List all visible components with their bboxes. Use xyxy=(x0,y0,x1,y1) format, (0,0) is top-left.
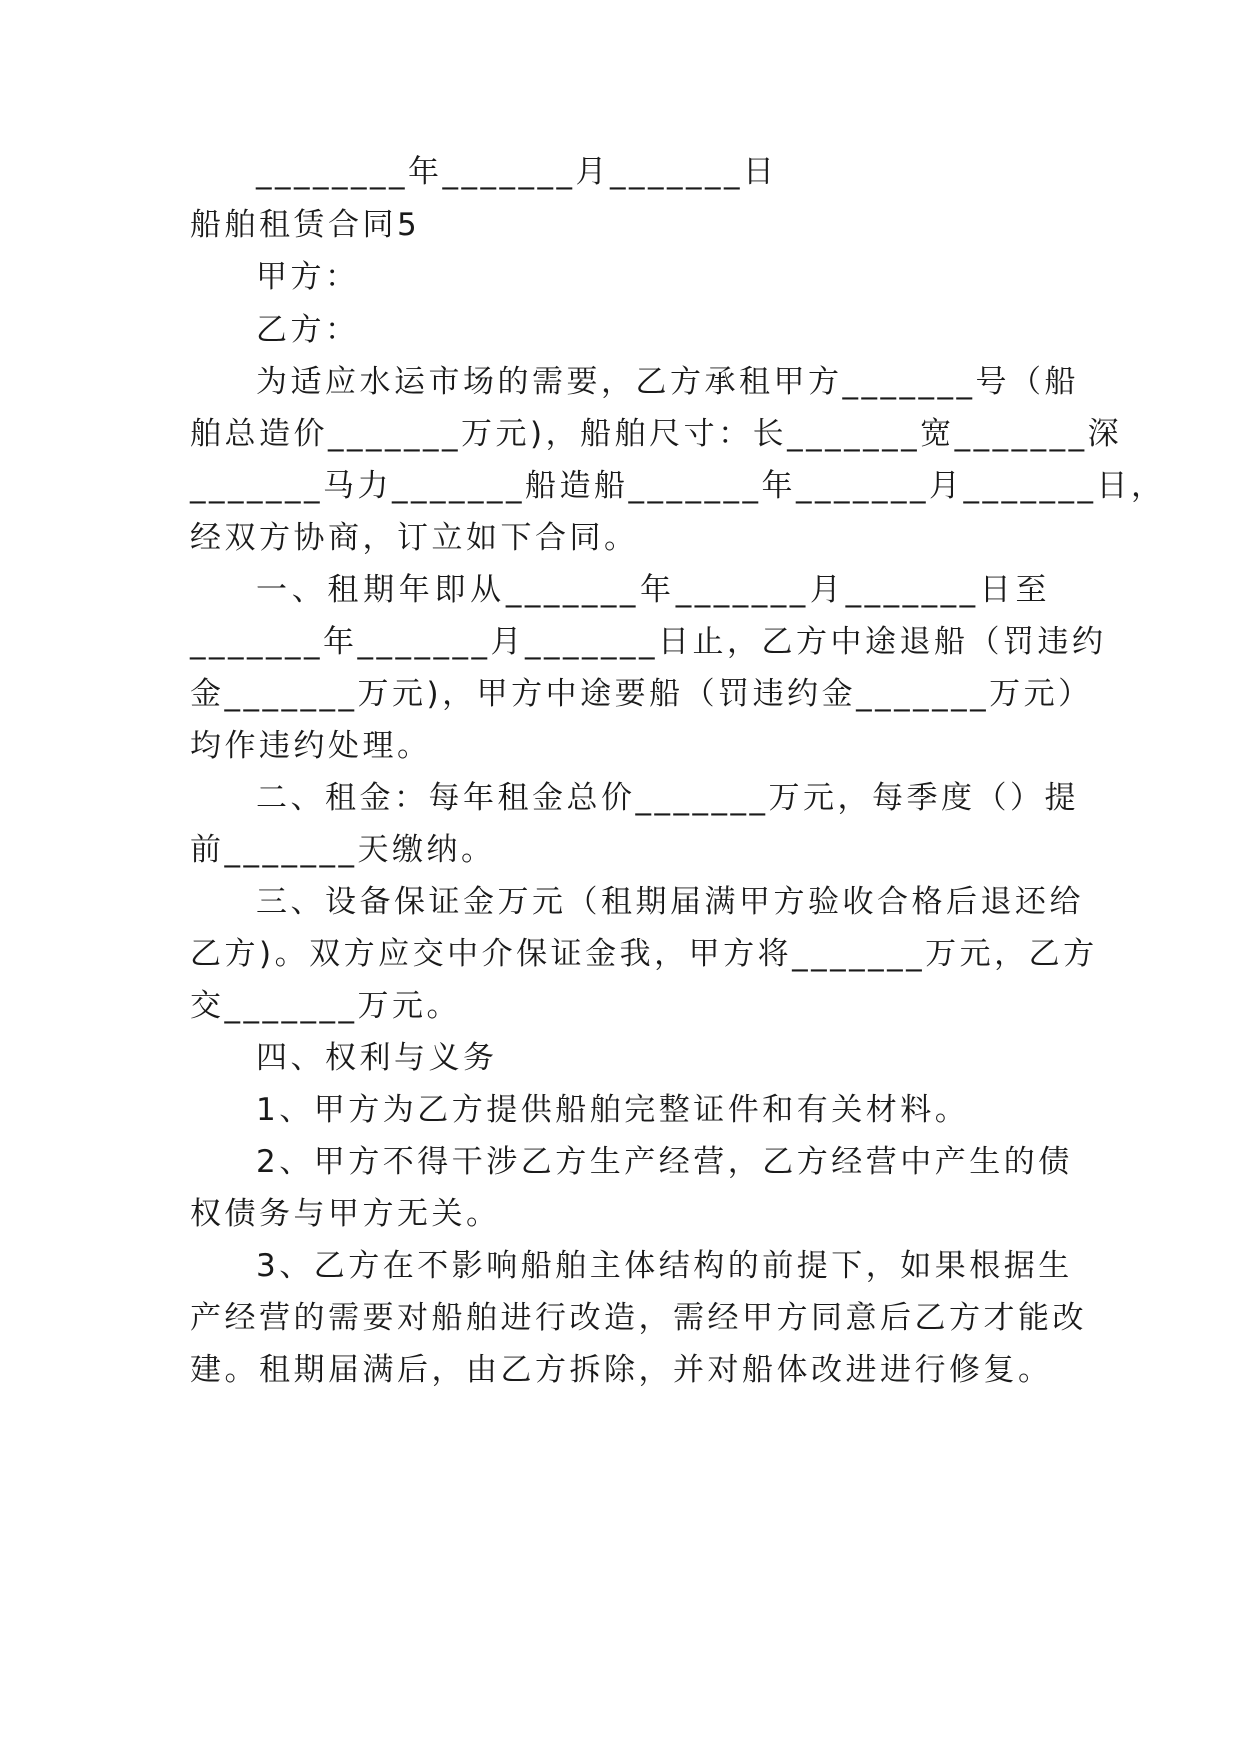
document-title: 船舶租赁合同5 xyxy=(190,207,421,243)
paragraph-line: _______年_______月_______日止，乙方中途退船（罚违约 xyxy=(190,624,1107,660)
paragraph-line: 交_______万元。 xyxy=(190,988,461,1024)
paragraph-line: 3、乙方在不影响船舶主体结构的前提下，如果根据生 xyxy=(256,1248,1073,1284)
paragraph-line: 产经营的需要对船舶进行改造，需经甲方同意后乙方才能改 xyxy=(190,1300,1087,1336)
party-b-label: 乙方： xyxy=(256,312,360,348)
paragraph-line: 均作违约处理。 xyxy=(190,728,432,764)
paragraph-line: 三、设备保证金万元（租期届满甲方验收合格后退还给 xyxy=(256,884,1084,920)
section-heading: 四、权利与义务 xyxy=(256,1040,498,1076)
paragraph-line: 1、甲方为乙方提供船舶完整证件和有关材料。 xyxy=(256,1092,970,1128)
date-line: ________年_______月_______日 xyxy=(256,154,778,190)
paragraph-line: 乙方)。双方应交中介保证金我，甲方将_______万元，乙方 xyxy=(190,936,1098,972)
paragraph-line: _______马力_______船造船_______年_______月_______日， xyxy=(190,468,1166,504)
paragraph-line: 前_______天缴纳。 xyxy=(190,832,496,868)
paragraph-line: 经双方协商，订立如下合同。 xyxy=(190,520,639,556)
paragraph-line: 二、租金：每年租金总价_______万元，每季度（）提 xyxy=(256,780,1079,816)
party-a-label: 甲方： xyxy=(256,259,360,295)
paragraph-line: 金_______万元)，甲方中途要船（罚违约金_______万元） xyxy=(190,676,1093,712)
paragraph-line: 一、租期年即从_______年_______月_______日至 xyxy=(256,572,1050,608)
paragraph-line: 权债务与甲方无关。 xyxy=(190,1196,501,1232)
paragraph-line: 建。租期届满后，由乙方拆除，并对船体改进进行修复。 xyxy=(190,1352,1053,1388)
paragraph-line: 舶总造价_______万元)，船舶尺寸：长_______宽_______深 xyxy=(190,416,1123,452)
paragraph-line: 2、甲方不得干涉乙方生产经营，乙方经营中产生的债 xyxy=(256,1144,1073,1180)
paragraph-line: 为适应水运市场的需要，乙方承租甲方_______号（船 xyxy=(256,364,1079,400)
